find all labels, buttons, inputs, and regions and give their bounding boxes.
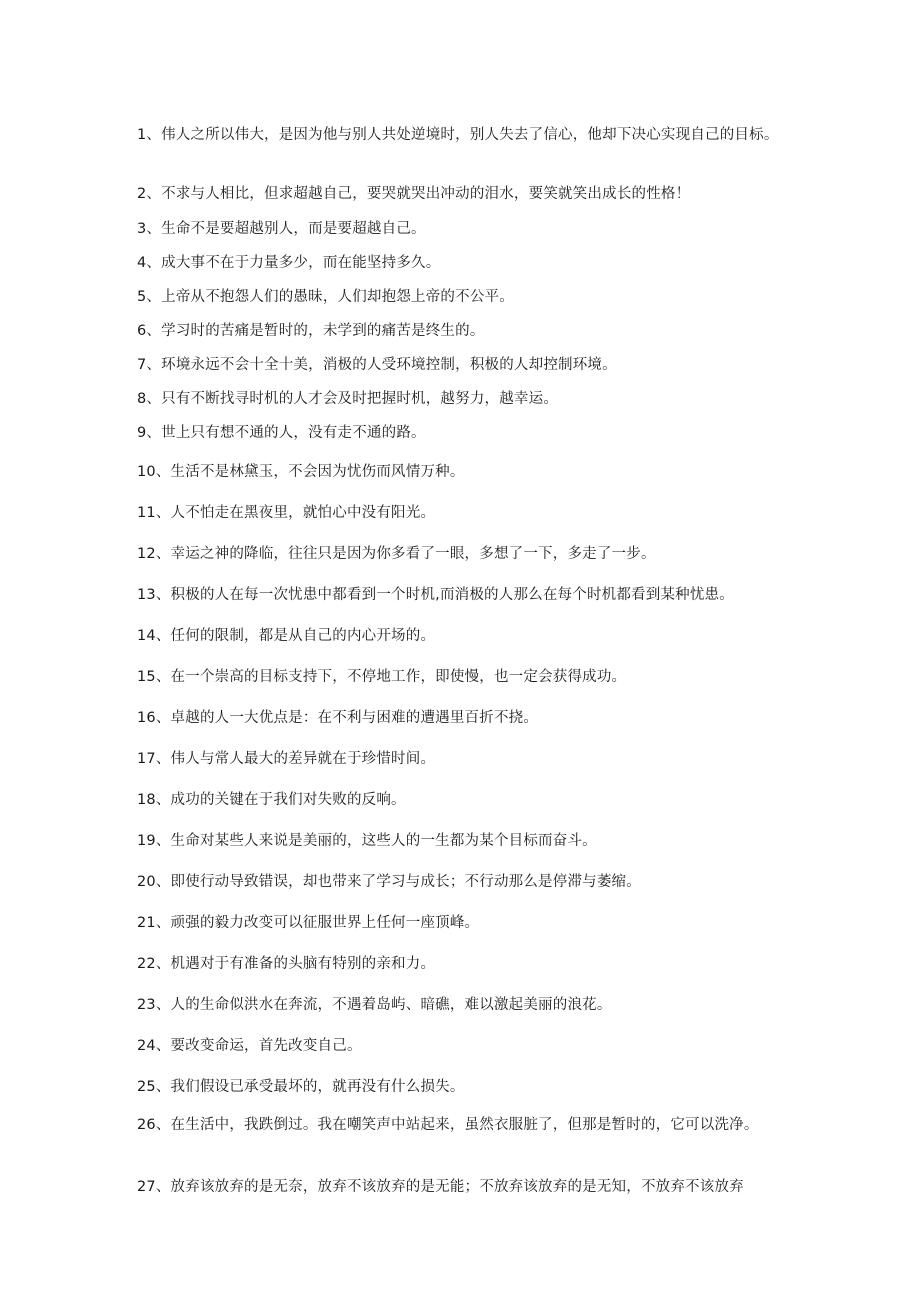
quote-item-7: 7、环境永远不会十全十美，消极的人受环境控制，积极的人却控制环境。	[137, 357, 617, 373]
quote-item-9: 9、世上只有想不通的人，没有走不通的路。	[137, 425, 426, 441]
quote-item-13: 13、积极的人在每一次忧患中都看到一个时机,而消极的人那么在每个时机都看到某种忧患。	[137, 587, 734, 603]
quote-item-14: 14、任何的限制，都是从自己的内心开场的。	[137, 628, 436, 644]
quote-item-27: 27、放弃该放弃的是无奈，放弃不该放弃的是无能；不放弃该放弃的是无知，不放弃不该放弃	[137, 1179, 744, 1195]
quote-item-26: 26、在生活中，我跌倒过。我在嘲笑声中站起来，虽然衣服脏了，但那是暂时的，它可以洗净。	[137, 1117, 759, 1133]
quote-item-21: 21、顽强的毅力改变可以征服世界上任何一座顶峰。	[137, 915, 480, 931]
quote-item-2: 2、不求与人相比，但求超越自己，要哭就哭出冲动的泪水，要笑就笑出成长的性格！	[137, 186, 691, 202]
quote-item-17: 17、伟人与常人最大的差异就在于珍惜时间。	[137, 751, 436, 767]
quote-item-23: 23、人的生命似洪水在奔流，不遇着岛屿、暗礁，难以激起美丽的浪花。	[137, 997, 612, 1013]
quote-item-20: 20、即使行动导致错误，却也带来了学习与成长；不行动那么是停滞与萎缩。	[137, 874, 641, 890]
quote-item-16: 16、卓越的人一大优点是：在不利与困难的遭遇里百折不挠。	[137, 710, 539, 726]
quote-item-25: 25、我们假设已承受最坏的，就再没有什么损失。	[137, 1079, 465, 1095]
quote-item-12: 12、幸运之神的降临，往往只是因为你多看了一眼，多想了一下，多走了一步。	[137, 546, 656, 562]
quote-item-3: 3、生命不是要超越别人，而是要超越自己。	[137, 221, 426, 237]
quote-item-19: 19、生命对某些人来说是美丽的，这些人的一生都为某个目标而奋斗。	[137, 833, 597, 849]
quote-item-8: 8、只有不断找寻时机的人才会及时把握时机，越努力，越幸运。	[137, 391, 559, 407]
quote-item-6: 6、学习时的苦痛是暂时的，未学到的痛苦是终生的。	[137, 323, 485, 339]
quote-item-5: 5、上帝从不抱怨人们的愚昧，人们却抱怨上帝的不公平。	[137, 289, 514, 305]
quote-item-10: 10、生活不是林黛玉，不会因为忧伤而风情万种。	[137, 464, 465, 480]
quote-item-18: 18、成功的关键在于我们对失败的反响。	[137, 792, 406, 808]
quote-item-4: 4、成大事不在于力量多少，而在能坚持多久。	[137, 255, 441, 271]
quote-item-11: 11、人不怕走在黑夜里，就怕心中没有阳光。	[137, 505, 436, 521]
quote-item-1: 1、伟人之所以伟大，是因为他与别人共处逆境时，别人失去了信心，他却下决心实现自己的目标。	[137, 127, 779, 143]
quote-item-22: 22、机遇对于有准备的头脑有特别的亲和力。	[137, 956, 436, 972]
quote-item-24: 24、要改变命运，首先改变自己。	[137, 1038, 362, 1054]
quote-item-15: 15、在一个崇高的目标支持下，不停地工作，即使慢，也一定会获得成功。	[137, 669, 627, 685]
